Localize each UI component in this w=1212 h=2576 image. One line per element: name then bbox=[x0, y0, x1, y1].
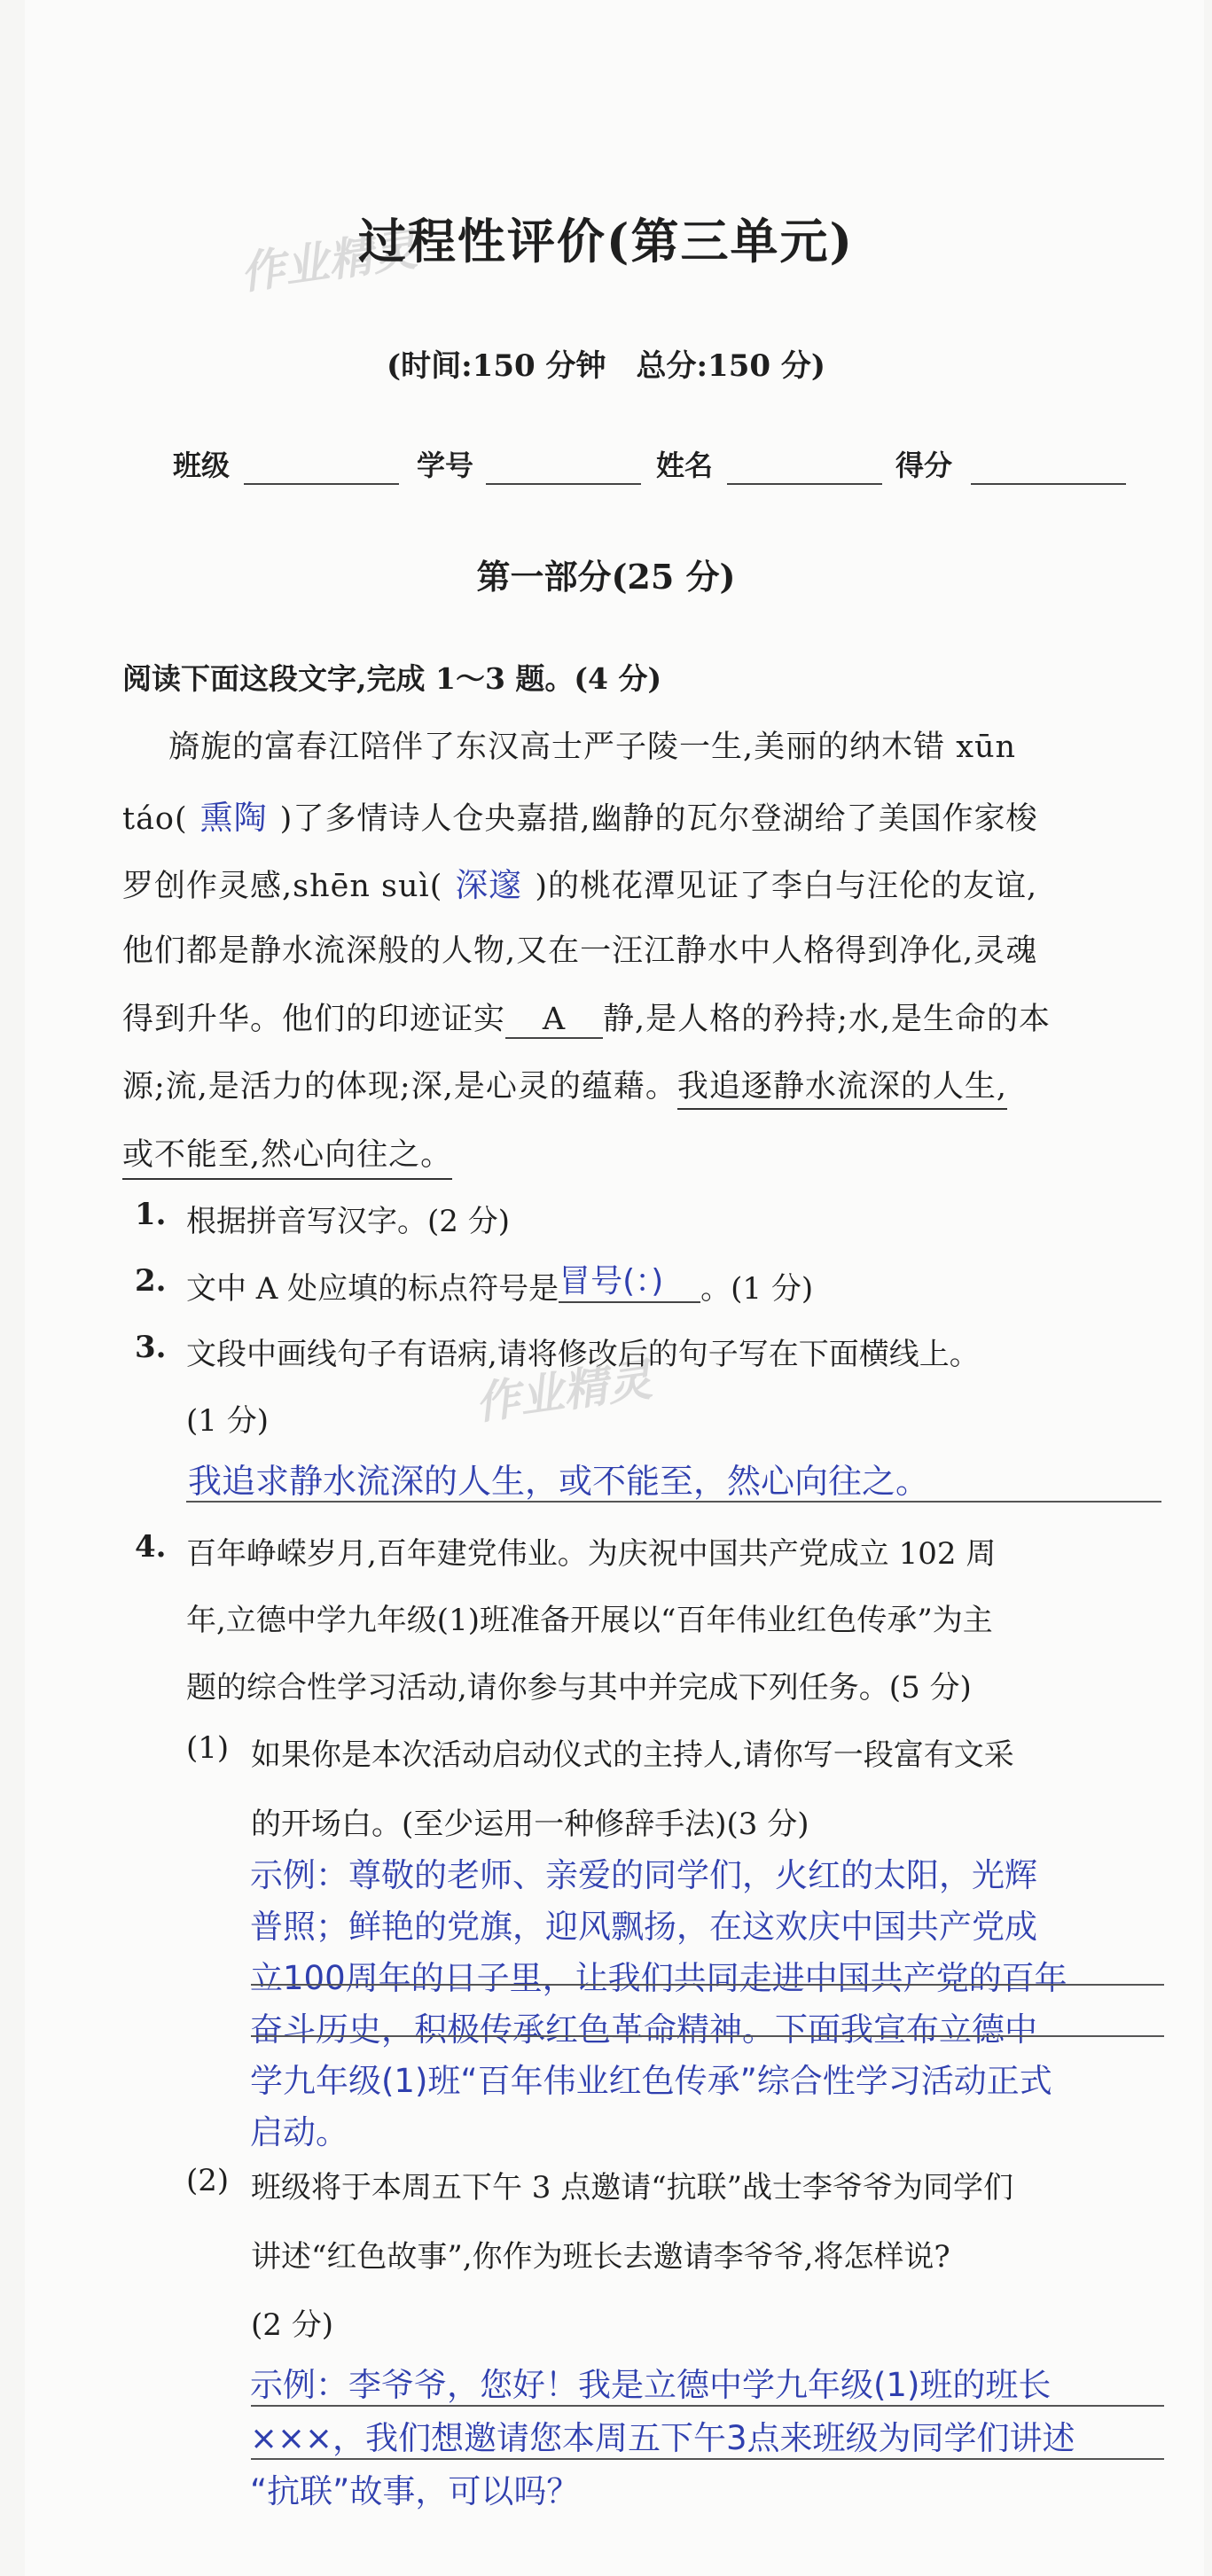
q2-answer: 冒号(：) bbox=[559, 1256, 700, 1303]
answer-line bbox=[251, 2458, 1164, 2460]
q4-1-text: 如果你是本次活动启动仪式的主持人,请你写一段富有文采 bbox=[251, 1737, 1014, 1773]
passage-text: 静,是人格的矜持;水,是生命的本 bbox=[603, 1002, 1052, 1037]
q3-number: 3. bbox=[135, 1330, 167, 1365]
q4-2-score: (2 分) bbox=[251, 2307, 333, 2343]
passage-intro: 阅读下面这段文字,完成 1～3 题。(4 分) bbox=[122, 661, 662, 696]
q3-text: 文段中画线句子有语病,请将修改后的句子写在下面横线上。 bbox=[186, 1337, 980, 1372]
passage-text: )了多情诗人仓央嘉措,幽静的瓦尔登湖给了美国作家梭 bbox=[279, 801, 1038, 837]
q4-text: 百年峥嵘岁月,百年建党伟业。为庆祝中国共产党成立 102 周 bbox=[186, 1536, 997, 1572]
passage-line bbox=[122, 1062, 1007, 1106]
watermark: 作业精灵 bbox=[237, 222, 420, 300]
q4-2-answer-line: 示例：李爷爷，您好！我是立德中学九年级(1)班的班长 bbox=[250, 2366, 1052, 2404]
passage-text: 得到升华。他们的印迹证实 bbox=[122, 1002, 506, 1037]
q4-1-number: (1) bbox=[186, 1730, 230, 1766]
underlined-sentence: 我追逐静水流深的人生, bbox=[677, 1069, 1007, 1110]
section-title: 第一部分(25 分) bbox=[476, 557, 736, 597]
page-title: 过程性评价(第三单元) bbox=[357, 213, 855, 269]
q4-number: 4. bbox=[135, 1529, 167, 1565]
q2-score: 。(1 分) bbox=[700, 1271, 814, 1307]
passage-line bbox=[122, 791, 1037, 839]
q4-2-answer-line: “抗联”故事，可以吗？ bbox=[250, 2472, 580, 2510]
q4-2-text: 班级将于本周五下午 3 点邀请“抗联”战士李爷爷为同学们 bbox=[251, 2170, 1014, 2205]
q4-2-answer-line: ×××，我们想邀请您本周五下午3点来班级为同学们讲述 bbox=[250, 2419, 1075, 2457]
q4-1-answer-line: 奋斗历史，积极传承红色革命精神。下面我宣布立德中 bbox=[250, 2010, 1037, 2049]
watermark: 作业精灵 bbox=[472, 1353, 655, 1430]
passage-text: 罗创作灵感,shēn suì( bbox=[122, 869, 443, 904]
field-name-label: 姓名 bbox=[656, 449, 714, 482]
passage-text: )的桃花潭见证了李白与汪伦的友谊, bbox=[535, 869, 1038, 904]
q4-1-answer-line: 示例：尊敬的老师、亲爱的同学们，火红的太阳，光辉 bbox=[250, 1856, 1037, 1894]
field-score-label: 得分 bbox=[895, 449, 953, 482]
q4-2-text: 讲述“红色故事”,你作为班长去邀请李爷爷,将怎样说? bbox=[251, 2239, 950, 2275]
passage-line: 旖旎的富春江陪伴了东汉高士严子陵一生,美丽的纳木错 xūn bbox=[168, 730, 1017, 765]
field-id-line bbox=[486, 483, 641, 485]
q2-line bbox=[186, 1263, 813, 1310]
q4-2-number: (2) bbox=[186, 2163, 230, 2198]
answer-line bbox=[251, 1984, 1164, 1986]
q4-1-answer-line: 启动。 bbox=[250, 2113, 348, 2151]
q1-text: 根据拼音写汉字。(2 分) bbox=[186, 1204, 510, 1239]
field-score-line bbox=[971, 483, 1126, 485]
q4-text: 题的综合性学习活动,请你参与其中并完成下列任务。(5 分) bbox=[186, 1670, 972, 1706]
blank-a: A bbox=[505, 1002, 603, 1039]
field-name-line bbox=[727, 483, 882, 485]
passage-text: 源;流,是活力的体现;深,是心灵的蕴藉。 bbox=[122, 1069, 677, 1105]
answer-xuntao: 熏陶 bbox=[199, 799, 268, 837]
q1-number: 1. bbox=[135, 1197, 167, 1232]
passage-line bbox=[122, 995, 1051, 1039]
q4-1-answer-line: 普照；鲜艳的党旗，迎风飘扬，在这欢庆中国共产党成 bbox=[250, 1908, 1037, 1946]
field-class-label: 班级 bbox=[173, 449, 231, 482]
q4-1-answer-line: 学九年级(1)班“百年伟业红色传承”综合性学习活动正式 bbox=[250, 2062, 1052, 2100]
exam-time-score: (时间:150 分钟 总分:150 分) bbox=[387, 348, 825, 384]
q3-score: (1 分) bbox=[186, 1403, 269, 1439]
field-id-label: 学号 bbox=[417, 449, 474, 482]
q4-1-answer-line: 立100周年的日子里，让我们共同走进中国共产党的百年 bbox=[250, 1959, 1067, 1997]
q4-text: 年,立德中学九年级(1)班准备开展以“百年伟业红色传承”为主 bbox=[186, 1603, 993, 1638]
field-class-line bbox=[244, 483, 399, 485]
passage-line bbox=[122, 858, 1037, 906]
passage-text: táo( bbox=[122, 801, 188, 837]
answer-line bbox=[251, 2405, 1164, 2407]
answer-line bbox=[251, 2035, 1164, 2037]
answer-line bbox=[186, 1501, 1161, 1503]
underlined-sentence: 或不能至,然心向往之。 bbox=[122, 1130, 452, 1180]
q3-answer: 我追求静水流深的人生，或不能至，然心向往之。 bbox=[188, 1462, 930, 1501]
answer-shensui: 深邃 bbox=[455, 866, 523, 904]
q2-text: 文中 A 处应填的标点符号是 bbox=[186, 1271, 559, 1307]
q4-1-text: 的开场白。(至少运用一种修辞手法)(3 分) bbox=[251, 1807, 809, 1842]
passage-line: 他们都是静水流深般的人物,又在一汪江静水中人格得到净化,灵魂 bbox=[122, 933, 1038, 969]
q2-number: 2. bbox=[135, 1263, 167, 1299]
